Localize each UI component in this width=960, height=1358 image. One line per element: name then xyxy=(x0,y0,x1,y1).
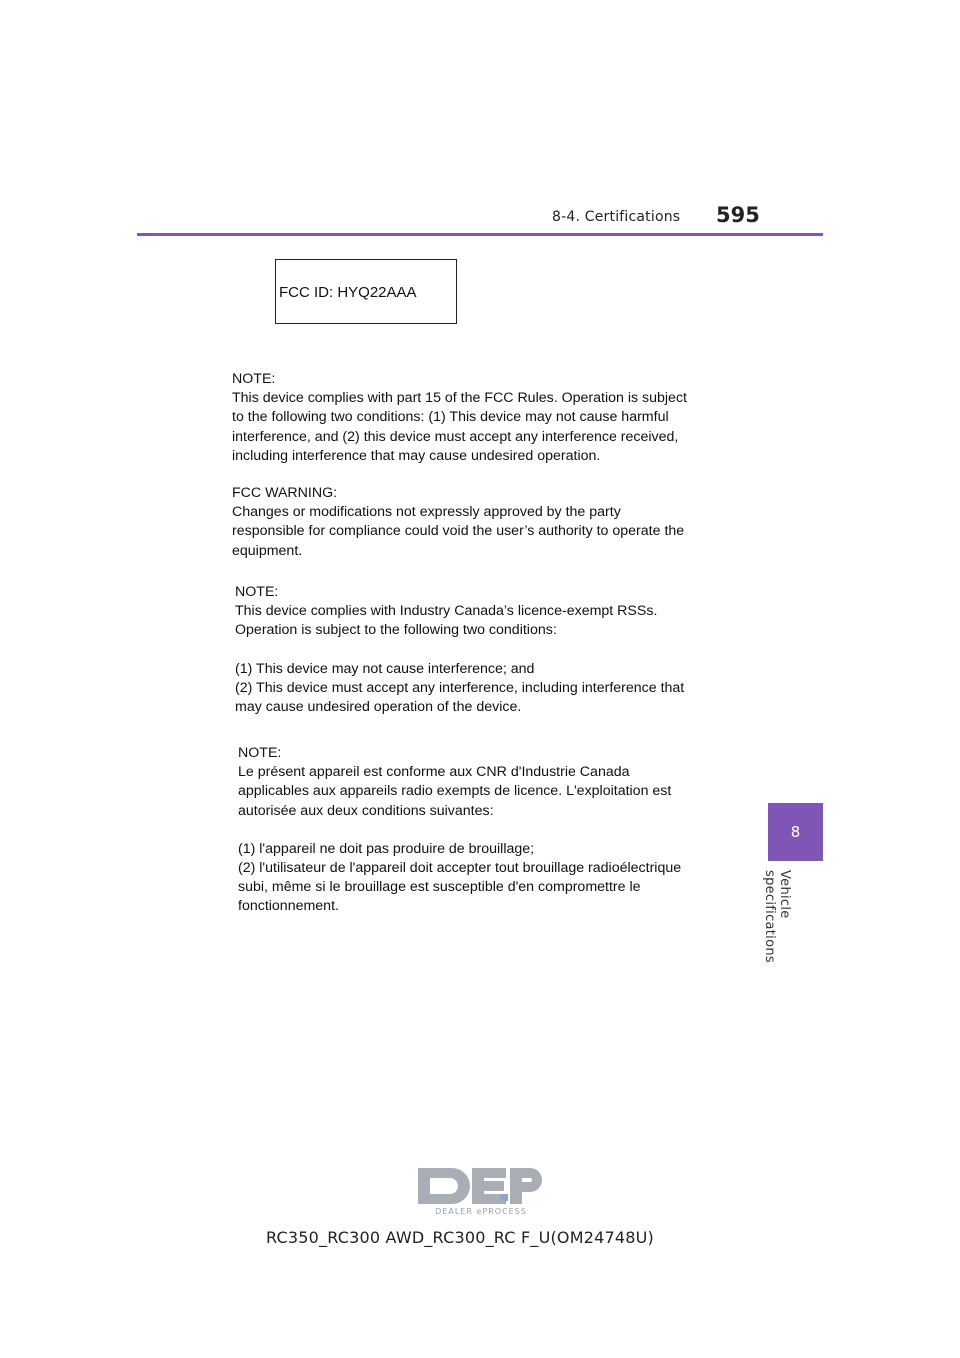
note-line: interference, and (2) this device must accept any interference received, xyxy=(232,428,679,445)
condition-line: (1) l'appareil ne doit pas produire de brouillage; xyxy=(238,840,535,857)
chapter-number: 8 xyxy=(790,823,801,841)
condition-line: may cause undesired operation of the device. xyxy=(235,699,522,716)
warning-line: equipment. xyxy=(232,542,303,559)
warning-heading: FCC WARNING: xyxy=(232,485,338,501)
condition-line: subi, même si le brouillage est susceptible d'en compromettre le xyxy=(238,879,641,896)
ic-note-french xyxy=(238,744,738,917)
note-line: Operation is subject to the following two conditions: xyxy=(235,622,557,639)
footer-text: RC350_RC300 AWD_RC300_RC F_U(OM24748U) xyxy=(266,1228,654,1247)
header-divider xyxy=(137,233,823,236)
note-line: autorisée aux deux conditions suivantes: xyxy=(238,802,494,819)
fcc-id-text: FCC ID: HYQ22AAA xyxy=(279,284,417,301)
note-heading: NOTE: xyxy=(238,745,282,761)
note-line: This device complies with Industry Canada’s licence-exempt RSSs. xyxy=(235,603,658,620)
condition-line: (2) This device must accept any interference, including interference that xyxy=(235,679,685,696)
note-line: Le présent appareil est conforme aux CNR d'Industrie Canada xyxy=(238,764,630,781)
footer-model-code xyxy=(0,1228,960,1247)
ic-note-english xyxy=(235,583,735,717)
condition-line: (2) l'utilisateur de l'appareil doit accepter tout brouillage radioélectrique xyxy=(238,860,682,877)
condition-line: fonctionnement. xyxy=(238,898,339,915)
note-heading: NOTE: xyxy=(232,371,276,387)
fcc-id-label xyxy=(275,259,457,324)
warning-line: responsible for compliance could void the user’s authority to operate the xyxy=(232,523,685,540)
note-line: This device complies with part 15 of the FCC Rules. Operation is subject xyxy=(232,390,687,407)
page-number: 595 xyxy=(716,203,760,227)
fcc-note xyxy=(232,370,732,466)
chapter-tab xyxy=(768,803,823,861)
note-line: applicables aux appareils radio exempts de licence. L'exploitation est xyxy=(238,783,672,800)
warning-line: Changes or modifications not expressly approved by the party xyxy=(232,504,621,521)
section-title: 8-4. Certifications xyxy=(552,209,681,225)
fcc-warning xyxy=(232,484,732,561)
dealer-eprocess-logo xyxy=(416,1164,546,1216)
note-line: including interference that may cause undesired operation. xyxy=(232,447,601,464)
note-heading: NOTE: xyxy=(235,584,279,600)
note-line: to the following two conditions: (1) This device may not cause harmful xyxy=(232,409,669,426)
chapter-label: Vehicle specifications xyxy=(762,870,792,963)
condition-line: (1) This device may not cause interference; and xyxy=(235,660,535,677)
logo-caption: DEALER ePROCESS xyxy=(435,1207,527,1216)
